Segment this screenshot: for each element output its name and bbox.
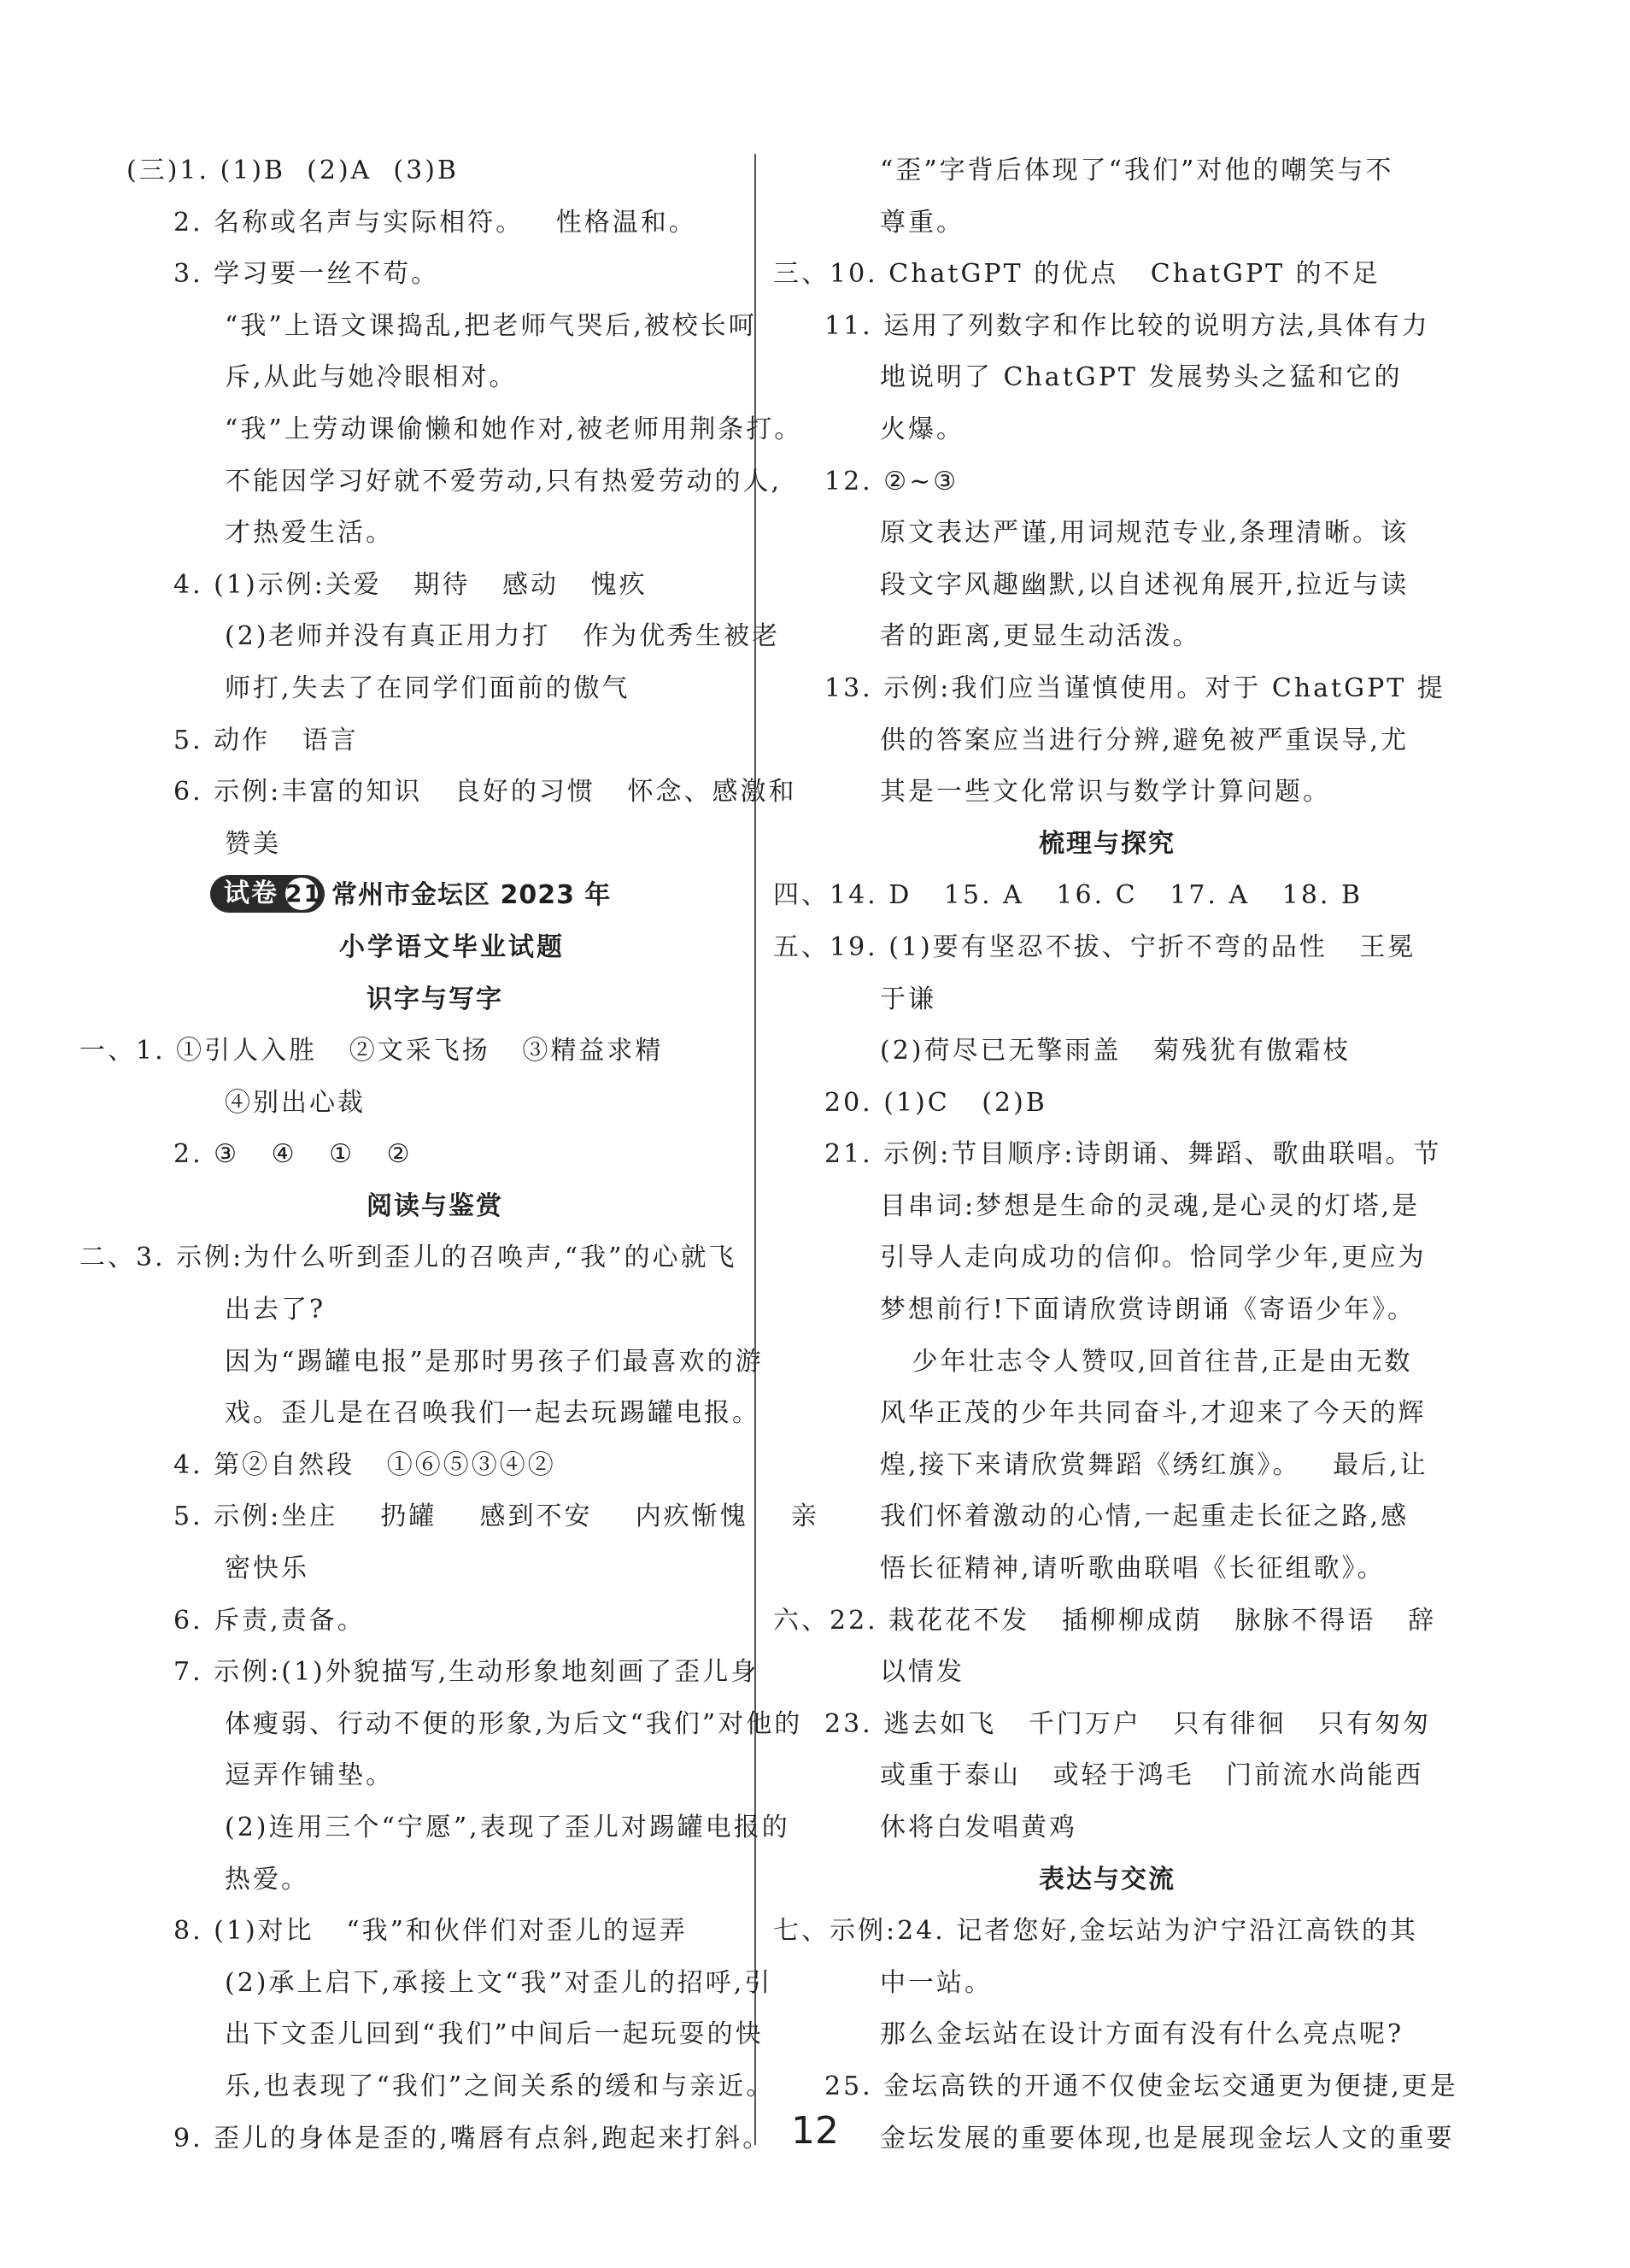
answer-line: “我”上语文课捣乱,把老师气哭后,被校长呵 bbox=[225, 310, 757, 341]
answer-line: (三)1. (1)B (2)A (3)B bbox=[126, 156, 459, 185]
answer-line: 赞美 bbox=[225, 828, 281, 859]
answer-line: 尊重。 bbox=[880, 207, 965, 238]
section-heading: 识字与写字 bbox=[366, 984, 503, 1014]
answer-line: 原文表达严谨,用词规范专业,条理清晰。该 bbox=[880, 518, 1410, 549]
exam-title: 常州市金坛区 2023 年 bbox=[331, 880, 612, 911]
page-number: 12 bbox=[791, 2109, 839, 2153]
answer-line: (2)连用三个“宁愿”,表现了歪儿对踢罐电报的 bbox=[225, 1813, 790, 1842]
answer-line: 3. 学习要一丝不苟。 bbox=[173, 259, 440, 290]
answer-line: 五、19. (1)要有坚忍不拔、宁折不弯的品性 王冕 bbox=[773, 931, 1416, 962]
answer-line: 我们怀着激动的心情,一起重走长征之路,感 bbox=[880, 1501, 1410, 1532]
answer-line: “歪”字背后体现了“我们”对他的嘲笑与不 bbox=[880, 156, 1394, 185]
answer-line: 23. 逃去如飞 千门万户 只有徘徊 只有匆匆 bbox=[824, 1708, 1432, 1739]
answer-line: 7. 示例:(1)外貌描写,生动形象地刻画了歪儿身 bbox=[173, 1657, 759, 1688]
answer-line: 12. ②~③ bbox=[824, 466, 959, 496]
answer-line: 火爆。 bbox=[880, 414, 965, 444]
answer-line: 2. 名称或名声与实际相符。 性格温和。 bbox=[173, 207, 697, 238]
answer-line: 出下文歪儿回到“我们”中间后一起玩耍的快 bbox=[225, 2019, 764, 2050]
answer-line: 25. 金坛高铁的开通不仅使金坛交通更为便捷,更是 bbox=[824, 2071, 1458, 2101]
answer-line: 2. ③ ④ ① ② bbox=[173, 1139, 413, 1170]
right-column bbox=[773, 145, 1458, 2165]
answer-line: 中一站。 bbox=[880, 1967, 993, 1998]
answer-line: 密快乐 bbox=[225, 1554, 309, 1584]
answer-line: 供的答案应当进行分辨,避免被严重误导,尤 bbox=[880, 725, 1410, 755]
answer-line: 9. 歪儿的身体是歪的,嘴唇有点斜,跑起来打斜。 bbox=[173, 2123, 771, 2153]
answer-line: 6. 示例:丰富的知识 良好的习惯 怀念、感激和 bbox=[173, 777, 797, 808]
answer-line: 8. (1)对比 “我”和伙伴们对歪儿的逗弄 bbox=[173, 1916, 688, 1947]
exam-subtitle: 小学语文毕业试题 bbox=[339, 931, 565, 962]
answer-line: 6. 斥责,责备。 bbox=[173, 1605, 366, 1636]
section-heading: 表达与交流 bbox=[1039, 1864, 1176, 1895]
section-heading: 梳理与探究 bbox=[1039, 828, 1176, 859]
answer-line: 体瘦弱、行动不便的形象,为后文“我们”对他的 bbox=[225, 1708, 803, 1739]
answer-line: 11. 运用了列数字和作比较的说明方法,具体有力 bbox=[824, 310, 1430, 341]
answer-line: 者的距离,更显生动活泼。 bbox=[880, 621, 1201, 652]
answer-line: 21. 示例:节目顺序:诗朗诵、舞蹈、歌曲联唱。节 bbox=[824, 1139, 1442, 1170]
answer-line: 七、示例:24. 记者您好,金坛站为沪宁沿江高铁的其 bbox=[773, 1916, 1418, 1947]
answer-line: 那么金坛站在设计方面有没有什么亮点呢? bbox=[880, 2019, 1404, 2050]
answer-line: 悟长征精神,请听歌曲联唱《长征组歌》。 bbox=[880, 1554, 1386, 1584]
answer-line: 地说明了 ChatGPT 发展势头之猛和它的 bbox=[880, 362, 1403, 393]
answer-line: 目串词:梦想是生命的灵魂,是心灵的灯塔,是 bbox=[880, 1190, 1421, 1221]
answer-line: 乐,也表现了“我们”之间关系的缓和与亲近。 bbox=[225, 2071, 775, 2101]
answer-line: 5. 动作 语言 bbox=[173, 725, 359, 755]
answer-line: 热爱。 bbox=[225, 1864, 309, 1895]
answer-line: 其是一些文化常识与数学计算问题。 bbox=[880, 777, 1331, 808]
answer-line: 20. (1)C (2)B bbox=[824, 1087, 1047, 1118]
answer-line: 师打,失去了在同学们面前的傲气 bbox=[225, 673, 630, 703]
answer-line: 梦想前行!下面请欣赏诗朗诵《寄语少年》。 bbox=[880, 1295, 1416, 1325]
left-column bbox=[79, 145, 819, 2165]
answer-line: 出去了? bbox=[225, 1295, 326, 1325]
answer-line: 引导人走向成功的信仰。恰同学少年,更应为 bbox=[880, 1243, 1427, 1273]
answer-line: 13. 示例:我们应当谨慎使用。对于 ChatGPT 提 bbox=[824, 673, 1445, 703]
answer-line: 戏。歪儿是在召唤我们一起去玩踢罐电报。 bbox=[225, 1398, 760, 1429]
answer-line: 斥,从此与她冷眼相对。 bbox=[225, 362, 518, 393]
answer-line: 一、1. ①引人入胜 ②文采飞扬 ③精益求精 bbox=[79, 1036, 664, 1066]
answer-line: 休将白发唱黄鸡 bbox=[880, 1813, 1077, 1842]
answer-line: 因为“踢罐电报”是那时男孩子们最喜欢的游 bbox=[225, 1346, 764, 1377]
answer-line: 4. (1)示例:关爱 期待 感动 愧疚 bbox=[173, 569, 648, 600]
answer-line: 于谦 bbox=[880, 984, 936, 1014]
answer-line: 段文字风趣幽默,以自述视角展开,拉近与读 bbox=[880, 569, 1410, 600]
answer-line: 不能因学习好就不爱劳动,只有热爱劳动的人, bbox=[225, 466, 783, 496]
answer-line: 以情发 bbox=[880, 1657, 965, 1688]
answer-line: 逗弄作铺垫。 bbox=[225, 1760, 394, 1791]
answer-line: 少年壮志令人赞叹,回首往昔,正是由无数 bbox=[880, 1346, 1413, 1377]
exam-number: 21 bbox=[284, 876, 320, 912]
answer-line: 5. 示例:坐庄 扔罐 感到不安 内疚惭愧 亲 bbox=[173, 1501, 819, 1532]
answer-line: 风华正茂的少年共同奋斗,才迎来了今天的辉 bbox=[880, 1398, 1427, 1429]
answer-line: (2)承上启下,承接上文“我”对歪儿的招呼,引 bbox=[225, 1967, 773, 1998]
answer-line: 4. 第②自然段 ①⑥⑤③④② bbox=[173, 1449, 556, 1480]
answer-line: 煌,接下来请欣赏舞蹈《绣红旗》。 最后,让 bbox=[880, 1449, 1428, 1480]
section-heading: 阅读与鉴赏 bbox=[366, 1190, 503, 1221]
answer-line: 才热爱生活。 bbox=[225, 518, 394, 549]
answer-line: “我”上劳动课偷懒和她作对,被老师用荆条打。 bbox=[225, 414, 803, 444]
answer-line: 金坛发展的重要体现,也是展现金坛人文的重要 bbox=[880, 2123, 1455, 2153]
exam-badge: 试卷 21 bbox=[210, 875, 325, 913]
answer-line: 四、14. D 15. A 16. C 17. A 18. B bbox=[773, 880, 1363, 911]
answer-line: 三、10. ChatGPT 的优点 ChatGPT 的不足 bbox=[773, 259, 1381, 290]
exam-header bbox=[126, 870, 743, 922]
answer-line: 六、22. 栽花花不发 插柳柳成荫 脉脉不得语 辞 bbox=[773, 1605, 1437, 1636]
answer-line: 或重于泰山 或轻于鸿毛 门前流水尚能西 bbox=[880, 1760, 1424, 1791]
answer-line: (2)老师并没有真正用力打 作为优秀生被老 bbox=[225, 621, 781, 652]
answer-line: (2)荷尽已无擎雨盖 菊残犹有傲霜枝 bbox=[880, 1036, 1351, 1066]
answer-line: ④别出心裁 bbox=[225, 1087, 366, 1118]
answer-line: 二、3. 示例:为什么听到歪儿的召唤声,“我”的心就飞 bbox=[79, 1243, 737, 1273]
